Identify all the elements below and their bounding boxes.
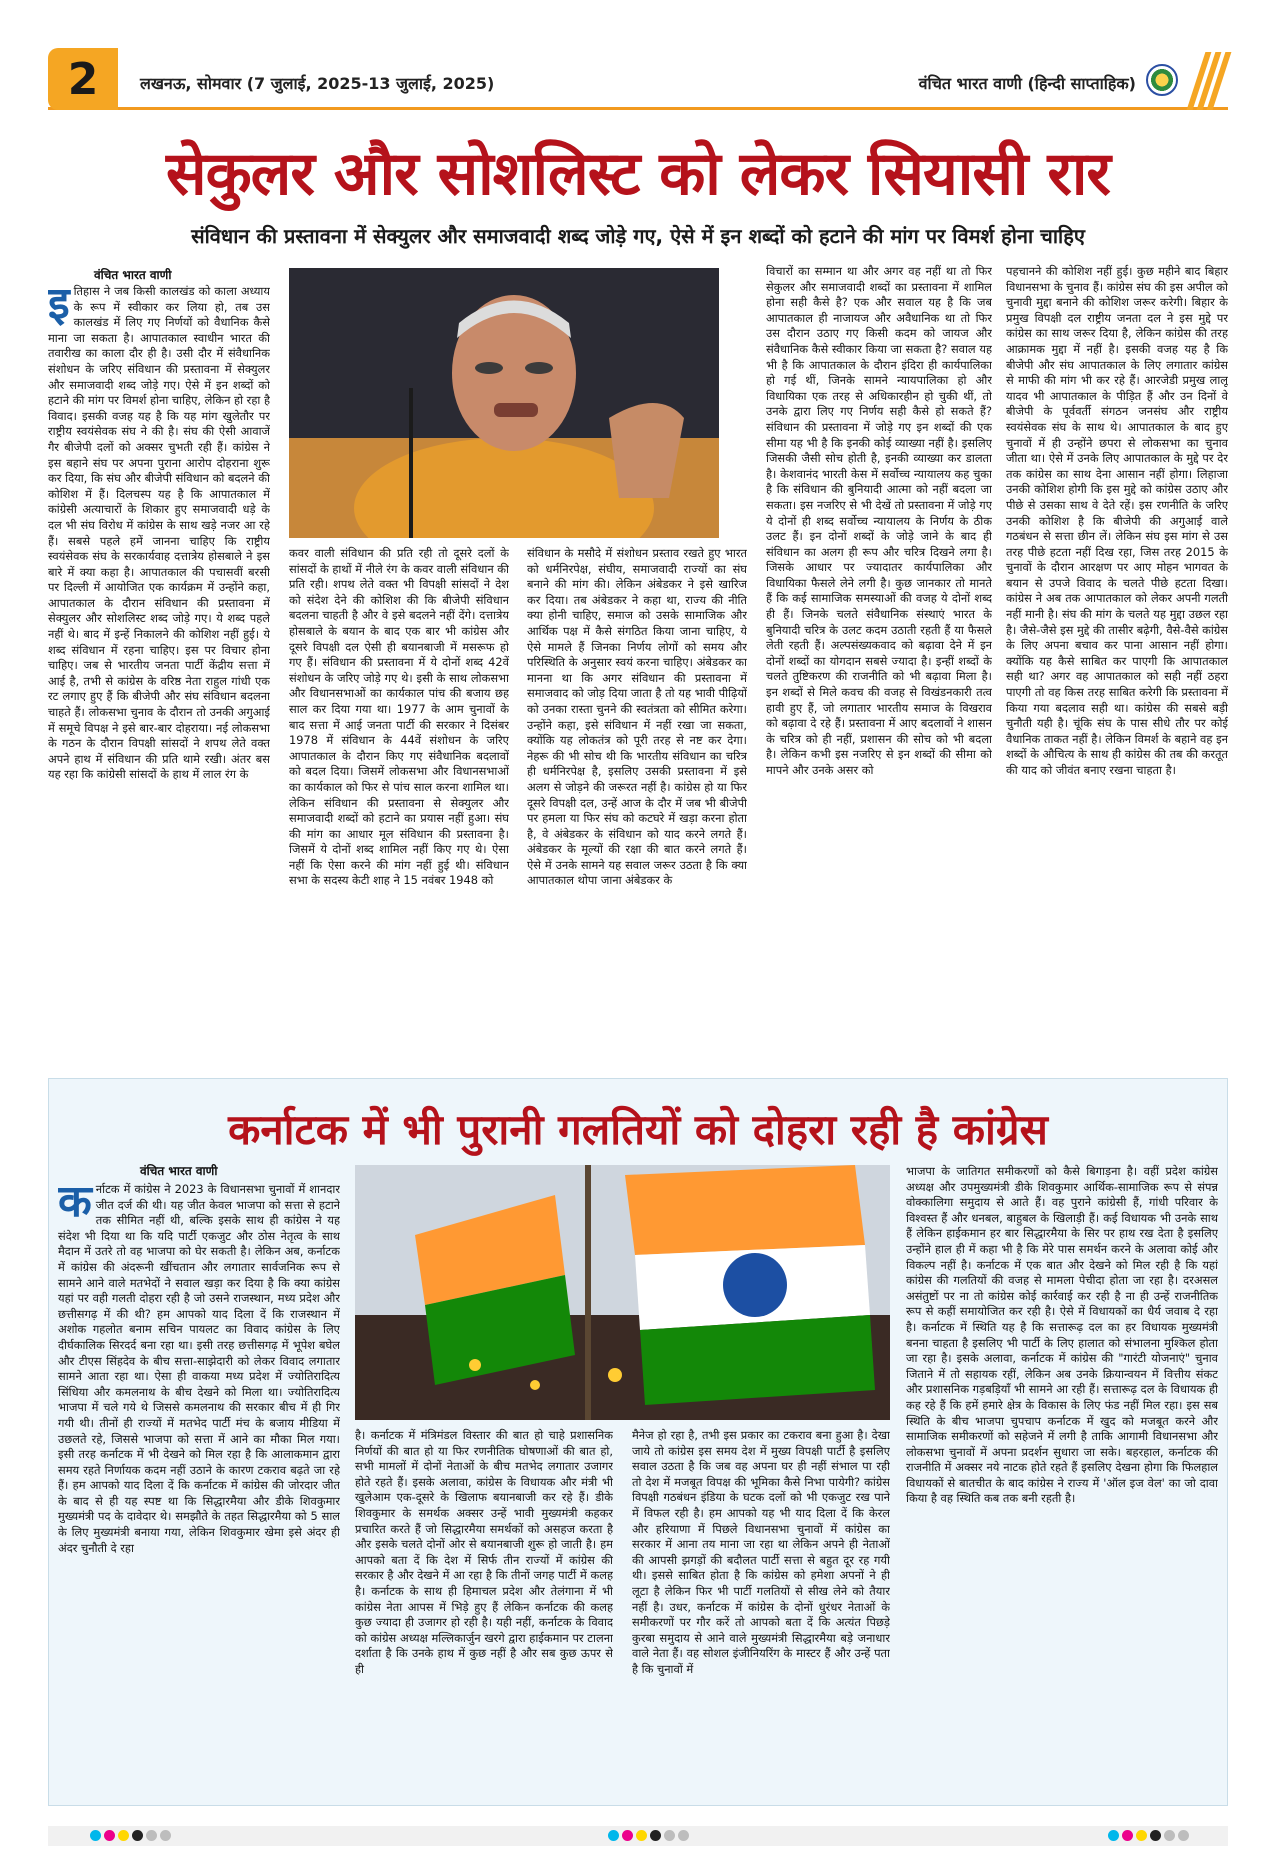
page-header xyxy=(48,48,1228,110)
article2-column-2: है। कर्नाटक में मंत्रिमंडल विस्तार की बात हो चाहे प्रशासनिक निर्णयों की बात हो या फिर रणनीतिक घोषणाओं की बात हो, सभी मामलों में दोनों नेताओं के बीच मतभेद लगातार उजागर होते रहते हैं। इसके अलावा, कांग्रेस के विधायक और मंत्री भी खुलेआम एक-दूसरे के खिलाफ बयानबाजी कर रहे हैं। डीके शिवकुमार के समर्थक अक्सर उन्हें भावी मुख्यमंत्री कहकर प्रचारित करते हैं जो सिद्धारमैया समर्थकों को असहज करता है और इसके चलते दोनों ओर से बयानबाजी शुरू हो जाती है। हम आपको बता दें कि देश में सिर्फ तीन राज्यों में कांग्रेस की सरकार है और देखने में आ रहा है कि तीनों जगह पार्टी में कलह है। कर्नाटक के साथ ही हिमाचल प्रदेश और तेलंगाना में भी कांग्रेस नेता आपस में भिड़े हुए हैं लेकिन कर्नाटक की कलह कुछ ज्यादा ही उजागर हो रही है। यही नहीं, कर्नाटक के विवाद को कांग्रेस अध्यक्ष मल्लिकार्जुन खरगे द्वारा हाईकमान पर टालना दर्शाता है कि उनके हाथ में कुछ नहीं है और सब कुछ ऊपर से ही xyxy=(355,1428,613,1676)
registration-dot xyxy=(1122,1830,1133,1841)
registration-dot xyxy=(90,1830,101,1841)
article1-byline: वंचित भारत वाणी xyxy=(94,268,172,282)
registration-dot xyxy=(118,1830,129,1841)
registration-dot xyxy=(1150,1830,1161,1841)
color-registration-dots xyxy=(90,1830,171,1841)
registration-dot xyxy=(132,1830,143,1841)
registration-dot xyxy=(678,1830,689,1841)
color-registration-dots xyxy=(1108,1830,1189,1841)
article1-column-2: कवर वाली संविधान की प्रति रही तो दूसरे दलों के सांसदों के हाथों में नीले रंग के कवर वाली संविधान की प्रति रही। शपथ लेते वक्त भी विपक्षी सांसदों ने देश को संदेश देने की कोशिश की कि बीजेपी संविधान बदलना चाहती है और वे इसे बदलने नहीं देंगे। दत्तात्रेय होसबाले के बयान के बाद एक बार भी कांग्रेस और दूसरे विपक्षी दल ऐसी ही बयानबाजी में मसरूफ हो गए हैं। संविधान की प्रस्तावना में ये दोनों शब्द 42वें संशोधन के जरिए जोड़े गए थे। इसी के साथ लोकसभा और विधानसभाओं का कार्यकाल पांच की बजाय छह साल कर दिया गया था। 1977 के आम चुनावों के बाद सत्ता में आई जनता पार्टी की सरकार ने दिसंबर 1978 में संविधान के 44वें संशोधन के जरिए आपातकाल के दौरान किए गए संवैधानिक बदलावों को बदल दिया। जिसमें लोकसभा और विधानसभाओं का कार्यकाल को फिर से पांच साल करना शामिल था। लेकिन संविधान की प्रस्तावना से सेक्युलर और समाजवादी शब्दों को हटाने का प्रयास नहीं हुआ। संघ की मांग का आधार मूल संविधान की प्रस्तावना है। जिसमें ये दोनों शब्द शामिल नहीं किए गए थे। ऐसा नहीं कि ऐसा करने की मांग नहीं हुई थी। संविधान सभा के सदस्य केटी शाह ने 15 नवंबर 1948 को xyxy=(289,546,509,888)
page-number: 2 xyxy=(48,48,118,110)
registration-dot xyxy=(160,1830,171,1841)
article2-column-1 xyxy=(58,1182,340,1802)
article2-byline: वंचित भारत वाणी xyxy=(140,1164,218,1178)
registration-dot xyxy=(1164,1830,1175,1841)
article1-column-3: संविधान के मसौदे में संशोधन प्रस्ताव रखते हुए भारत को धर्मनिरपेक्ष, संघीय, समाजवादी राज्यों का संघ बनाने की मांग की। लेकिन अंबेडकर ने इसे खारिज कर दिया। तब अंबेडकर ने कहा था, राज्य की नीति क्या होनी चाहिए, समाज को उसके सामाजिक और आर्थिक पक्ष में कैसे संगठित किया जाना चाहिए, ये ऐसे मामले हैं जिनका निर्णय लोगों को समय और परिस्थिति के अनुसार स्वयं करना चाहिए। अंबेडकर का मानना था कि अगर संविधान की प्रस्तावना में समाजवाद को जोड़ दिया जाता है तो यह भावी पीढ़ियों को उनका रास्ता चुनने की स्वतंत्रता को सीमित करेगा। उन्होंने कहा, इसे संविधान में नहीं रखा जा सकता, क्योंकि यह लोकतंत्र को पूरी तरह से नष्ट कर देगा। नेहरू की भी सोच थी कि भारतीय संविधान का चरित्र ही धर्मनिरपेक्ष है, इसलिए उसकी प्रस्तावना में इसे अलग से जोड़ने की जरूरत नहीं है। कांग्रेस हो या फिर दूसरे विपक्षी दल, उन्हें आज के दौर में जब भी बीजेपी पर हमला या फिर संघ को कटघरे में खड़ा करना होता है, वे अंबेडकर के संविधान को याद करने लगते हैं। अंबेडकर के मूल्यों की रक्षा की बात करने लगते हैं। ऐसे में उनके सामने यह सवाल जरूर उठता है कि क्या आपातकाल थोपा जाना अंबेडकर के xyxy=(527,546,747,888)
registration-dot xyxy=(1178,1830,1189,1841)
article2-headline: कर्नाटक में भी पुरानी गलतियों को दोहरा रही है कांग्रेस xyxy=(228,1105,1048,1154)
dropcap: क xyxy=(58,1182,92,1227)
article2-column-3: मैनेज हो रहा है, तभी इस प्रकार का टकराव बना हुआ है। देखा जाये तो कांग्रेस इस समय देश में मुख्य विपक्षी पार्टी है इसलिए सवाल उठता है कि जब वह अपना घर ही नहीं संभाल पा रही तो देश में मजबूत विपक्ष की भूमिका कैसे निभा पायेगी? कांग्रेस विपक्षी गठबंधन इंडिया के घटक दलों को भी एकजुट रख पाने में विफल रही है। हम आपको यह भी याद दिला दें कि केरल और हरियाणा में पिछले विधानसभा चुनावों में कांग्रेस का सरकार में आना तय माना जा रहा था लेकिन अपने ही नेताओं की आपसी झगड़ों की बदौलत पार्टी सत्ता से बहुत दूर रह गयी थी। इससे साबित होता है कि कांग्रेस को हमेशा अपनों ने ही लूटा है लेकिन फिर भी पार्टी गलतियों से सीख लेने को तैयार नहीं है। उधर, कर्नाटक में कांग्रेस के दोनों धुरंधर नेताओं के समीकरणों पर गौर करें तो आपको बता दें कि अत्यंत पिछड़े कुरबा समुदाय से आने वाले मुख्यमंत्री सिद्धारमैया बड़े जनाधार वाले नेता हैं। वह सोशल इंजीनियरिंग के मास्टर हैं और उन्हें पता है कि चुनावों में xyxy=(632,1428,890,1676)
registration-dot xyxy=(608,1830,619,1841)
registration-dot xyxy=(1136,1830,1147,1841)
article1-column-5: पहचानने की कोशिश नहीं हुई। कुछ महीने बाद बिहार विधानसभा के चुनाव हैं। कांग्रेस संघ की इस अपील को चुनावी मुद्दा बनाने की कोशिश जरूर करेगी। बिहार के प्रमुख विपक्षी दल राष्ट्रीय जनता दल ने इस मुद्दे पर कांग्रेस का साथ जरूर दिया है, लेकिन कांग्रेस की तरह आक्रामक मुद्दा में नहीं है। इसकी वजह यह है कि बीजेपी और संघ आपातकाल के लिए लगातार कांग्रेस से माफी की मांग भी कर रहे हैं। आरजेडी प्रमुख लालू यादव भी आपातकाल के पीड़ित हैं और उन दिनों वे बीजेपी के पूर्ववर्ती संगठन जनसंघ और राष्ट्रीय स्वयंसेवक संघ के साथ थे। आपातकाल के बाद हुए चुनावों में ही उन्होंने छपरा से लोकसभा का चुनाव जीता था। ऐसे में उनके लिए आपातकाल के मुद्दे पर देर तक कांग्रेस का साथ देना आसान नहीं होगा। लिहाजा उनकी कोशिश होगी कि इस मुद्दे को कांग्रेस उठाए और पीछे से उसका साथ वे देते रहें। इस रणनीति के जरिए उनकी कोशिश है कि बीजेपी की अगुआई वाले गठबंधन से सत्ता छीन लें। लेकिन संघ इस मांग से उस तरह पीछे हटता नहीं दिख रहा, जिस तरह 2015 के चुनावों के दौरान आरक्षण पर आए मोहन भागवत के बयान से उपजे विवाद के चलते पीछे हटता दिखा। कांग्रेस ने अब तक आपातकाल को लेकर अपनी गलती नहीं मानी है। संघ की मांग के चलते यह मुद्दा उछल रहा है। जैसे-जैसे इस मुद्दे की तासीर बढ़ेगी, वैसे-वैसे कांग्रेस के लिए अपना बचाव कर पाना आसान नहीं होगा। क्योंकि यह कैसे साबित कर पाएगी कि आपातकाल सही था? अगर वह आपातकाल को सही नहीं ठहरा पाएगी तो वह किस तरह साबित करेगी कि प्रस्तावना में किया गया बदलाव सही था। कांग्रेस की सबसे बड़ी चुनौती यही है। चूंकि संघ के पास सीधे तौर पर कोई वैधानिक ताकत नहीं है। लेकिन विमर्श के बहाने वह इन शब्दों के औचित्य के साथ ही कांग्रेस की तब की करतूत की याद को जीवंत बनाए रखना चाहता है। xyxy=(1006,264,1228,777)
congress-flags-photo xyxy=(355,1165,890,1420)
newspaper-name: वंचित भारत वाणी (हिन्दी साप्ताहिक) xyxy=(918,74,1136,93)
registration-dot xyxy=(146,1830,157,1841)
print-registration-strip xyxy=(48,1826,1228,1846)
registration-dot xyxy=(622,1830,633,1841)
header-stripes xyxy=(1188,52,1228,110)
article2-column-4: भाजपा के जातिगत समीकरणों को कैसे बिगाड़ना है। वहीं प्रदेश कांग्रेस अध्यक्ष और उपमुख्यमंत्री डीके शिवकुमार आर्थिक-सामाजिक रूप से संपन्न वोक्कालिगा समुदाय से आते हैं। वह पुराने कांग्रेसी हैं, गांधी परिवार के विश्वस्त हैं और धनबल, बाहुबल के खिलाड़ी हैं। कई विधायक भी उनके साथ हैं लेकिन हाईकमान हर बार सिद्धारमैया के सिर पर हाथ रख देता है इसलिए उन्होंने हाल ही में कहा भी है कि मेरे पास समर्थन करने के अलावा कोई और विकल्प नहीं है। कर्नाटक में एक बात और देखने को मिल रही है कि यहां कांग्रेस की गलतियों की वजह से मामला पेचीदा होता जा रहा है। दरअसल असंतुष्टों पर ना तो कांग्रेस कोई कार्रवाई कर रही है ना ही उन्हें राजनीतिक रूप से कहीं समायोजित कर रही है। ऐसे में विधायकों का धैर्य जवाब दे रहा है। कर्नाटक में स्थिति यह है कि सत्तारूढ़ दल का हर विधायक मुख्यमंत्री बनना चाहता है इसलिए भी पार्टी के लिए हालात को संभालना मुश्किल होता जा रहा है। इसके अलावा, कर्नाटक में कांग्रेस की "गारंटी योजनाएं" चुनाव जिताने में तो सहायक रहीं, लेकिन अब उनके क्रियान्वयन में वित्तीय संकट और प्रशासनिक गड़बड़ियाँ भी सामने आ रही हैं। सत्तारूढ़ दल के विधायक ही कह रहे हैं कि हमें हमारे क्षेत्र के विकास के लिए फंड नहीं मिल रहा। इस सब स्थिति के बीच भाजपा चुपचाप कर्नाटक में खुद को मजबूत करने और सामाजिक समीकरणों को सहेजने में लगी है ताकि आगामी विधानसभा और लोकसभा चुनावों में अपना प्रदर्शन सुधारा जा सके। बहरहाल, कर्नाटक की राजनीति में अक्सर नये नाटक होते रहते हैं इसलिए देखना होगा कि फिलहाल विधायकों से बातचीत के बाद कांग्रेस ने राज्य में 'ऑल इज वेल' का जो दावा किया है वह स्थिति कब तक बनी रहती है। xyxy=(906,1164,1218,1506)
article1-headline: सेकुलर और सोशलिस्ट को लेकर सियासी रार xyxy=(166,139,1110,209)
registration-dot xyxy=(650,1830,661,1841)
article1-subhead: संविधान की प्रस्तावना में सेक्युलर और समाजवादी शब्द जोड़े गए, ऐसे में इन शब्दों को हटाने की मांग पर विमर्श होना चाहिए xyxy=(191,224,1085,248)
article1-column-1 xyxy=(48,284,270,1064)
color-registration-dots xyxy=(608,1830,689,1841)
speaker-photo xyxy=(289,268,719,538)
dropcap: इ xyxy=(48,284,70,329)
registration-dot xyxy=(636,1830,647,1841)
dateline: लखनऊ, सोमवार (7 जुलाई, 2025-13 जुलाई, 2025) xyxy=(140,74,495,93)
registration-dot xyxy=(664,1830,675,1841)
column-text: तिहास ने जब किसी कालखंड को काला अध्याय के रूप में स्वीकार कर लिया हो, तब उस कालखंड में लिए गए निर्णयों को वैधानिक कैसे माना जा सकता है। आपातकाल स्वाधीन भारत की तवारीख का काला दौर ही है। उसी दौर में संवैधानिक संशोधन के जरिए संविधान की प्रस्तावना में सेक्युलर और समाजवादी शब्द जोड़े गए। ऐसे में इन शब्दों को हटाने की मांग पर विमर्श होना चाहिए, लेकिन हो रहा है विवाद। इसकी वजह यह है कि यह मांग खुलेतौर पर राष्ट्रीय स्वयंसेवक संघ ने की है। संघ की ऐसी आवाजें गैर बीजेपी दलों को अक्सर चुभती रही हैं। कांग्रेस ने इस बहाने संघ पर अपना पुराना आरोप दोहराना शुरू कर दिया, कि संघ और बीजेपी संविधान को बदलने की कोशिश में हैं। दिलचस्प यह है कि आपातकाल में कांग्रेसी अत्याचारों के शिकार हुए समाजवादी धड़े के दल भी संघ विरोध में कांग्रेस के साथ खड़े नजर आ रहे हैं। सबसे पहले हमें जानना चाहिए कि राष्ट्रीय स्वयंसेवक संघ के सरकार्यवाह दत्तात्रेय होसबाले ने इस बारे में क्या कहा है। आपातकाल की पचासवीं बरसी पर दिल्ली में आयोजित एक कार्यक्रम में उन्होंने कहा, आपातकाल के दौरान संविधान की प्रस्तावना में सेक्युलर और सोशलिस्ट शब्द जोड़े गए। ये शब्द पहले नहीं थे। बाद में इन्हें निकालने की कोशिश नहीं हुई। ये शब्द संविधान में रहना चाहिए। इस पर विचार होना चाहिए। जब से भारतीय जनता पार्टी केंद्रीय सत्ता में आई है, तभी से कांग्रेस के वरिष्ठ नेता राहुल गांधी एक रट लगाए हुए हैं कि बीजेपी और संघ संविधान बदलना चाहते हैं। लोकसभा चुनाव के दौरान तो उनकी अगुआई में समूचे विपक्ष ने इसे बार-बार दोहराया। नई लोकसभा के गठन के दौरान विपक्षी सांसदों ने शपथ लेते वक्त अपने हाथ में संविधान की प्रति थामे रखी। अंतर बस यह रहा कि कांग्रेसी सांसदों के हाथ में लाल रंग के xyxy=(48,284,270,782)
article1-column-4: विचारों का सम्मान था और अगर वह नहीं था तो फिर सेकुलर और समाजवादी शब्दों का प्रस्तावना में शामिल होना सही कैसे है? एक और सवाल यह है कि जब आपातकाल ही नाजायज और अवैधानिक था तो फिर उस दौरान उठाए गए किसी कदम को जायज और संवैधानिक कैसे स्वीकार किया जा सकता है? सवाल यह भी है कि आपातकाल के दौरान इंदिरा ही कार्यपालिका हो गई थीं, जिनके सामने न्यायपालिका हो और विधायिका एक तरह से अधिकारहीन हो चुकी थीं, तो उनके द्वारा लिए गए निर्णय सही कैसे हो सकते हैं? संविधान की प्रस्तावना में जोड़े गए इन शब्दों की एक सीमा यह भी है कि इनकी कोई व्याख्या नहीं है। इसलिए जिसकी जैसी सोच होती है, इनकी व्याख्या कर डालता है। केशवानंद भारती केस में सर्वोच्च न्यायालय कह चुका है कि संविधान की बुनियादी आत्मा को नहीं बदला जा सकता। इस नजरिए से भी देखें तो प्रस्तावना में जोड़े गए ये दोनों ही शब्द सर्वोच्च न्यायालय के निर्णय के ठीक उलट हैं। इन दोनों शब्दों के जोड़े जाने के बाद ही संविधान का अलग ही रूप और चरित्र दिखने लगा है। जिसके आधार पर ज्यादातर कार्यपालिका और विधायिका फैसले लेने लगी है। कुछ जानकार तो मानते हैं कि कई सामाजिक समस्याओं की वजह ये दोनों शब्द ही हैं। जिनके चलते संवैधानिक संस्थाएं भारत के बुनियादी चरित्र के उलट कदम उठाती रहती हैं या फैसले लेती रहती हैं। अल्पसंख्यकवाद को बढ़ावा देने में इन दोनों शब्दों का योगदान सबसे ज्यादा है। इन्हीं शब्दों के चलते तुष्टिकरण की राजनीति को भी बढ़ावा मिला है। इन शब्दों से मिले कवच की वजह से विखंडनकारी तत्व हावी हुए हैं, जो लगातार भारतीय समाज के विखराव को बढ़ावा दे रहे हैं। प्रस्तावना में आए बदलावों ने शासन के चरित्र को ही नहीं, प्रशासन की सोच को भी बदला है। लेकिन कभी इस नजरिए से इन शब्दों की सीमा को मापने और उनके असर को xyxy=(766,264,992,777)
column-text: र्नाटक में कांग्रेस ने 2023 के विधानसभा चुनावों में शानदार जीत दर्ज की थी। यह जीत केवल भाजपा को सत्ता से हटाने तक सीमित नहीं थी, बल्कि इसके साथ ही कांग्रेस ने यह संदेश भी दिया था कि यदि पार्टी एकजुट और ठोस नेतृत्व के साथ मैदान में उतरे तो वह भाजपा को घेर सकती है। लेकिन अब, कर्नाटक में कांग्रेस की अंदरूनी खींचतान और लगातार सार्वजनिक रूप से सामने आने वाले मतभेदों ने सवाल खड़ा कर दिया है कि क्या कांग्रेस यहां पर वही गलती दोहरा रही है जो उसने राजस्थान, मध्य प्रदेश और छत्तीसगढ़ में की थी? हम आपको याद दिला दें कि राजस्थान में अशोक गहलोत बनाम सचिन पायलट का विवाद कांग्रेस के लिए दीर्घकालिक सिरदर्द बना रहा था। इसी तरह छत्तीसगढ़ में भूपेश बघेल और टीएस सिंहदेव के बीच सत्ता-साझेदारी को लेकर विवाद लगातार सामने आता रहा था। ऐसा ही वाकया मध्य प्रदेश में ज्योतिरादित्य सिंधिया और कमलनाथ के बीच देखने को मिला था। ज्योतिरादित्य भाजपा में चले गये थे जिससे कमलनाथ की सरकार बीच में ही गिर गयी थी। तीनों ही राज्यों में मतभेद पार्टी मंच के बजाय मीडिया में उछलते रहे, जिससे भाजपा को सत्ता में आने का मौका मिल गया। इसी तरह कर्नाटक में भी देखने को मिल रहा है कि आलाकमान द्वारा समय रहते निर्णायक कदम नहीं उठाने के कारण टकराव बढ़ते जा रहे हैं। हम आपको याद दिला दें कि कर्नाटक में कांग्रेस की जोरदार जीत के बाद से ही यह स्पष्ट था कि सिद्धारमैया और डीके शिवकुमार मुख्यमंत्री पद के दावेदार थे। समझौते के तहत सिद्धारमैया को 5 साल के लिए मुख्यमंत्री बनाया गया, लेकिन शिवकुमार खेमा इसे अंदर ही अंदर चुनौती दे रहा xyxy=(58,1182,340,1555)
registration-dot xyxy=(104,1830,115,1841)
registration-dot xyxy=(1108,1830,1119,1841)
emblem-logo-icon xyxy=(1146,64,1178,96)
